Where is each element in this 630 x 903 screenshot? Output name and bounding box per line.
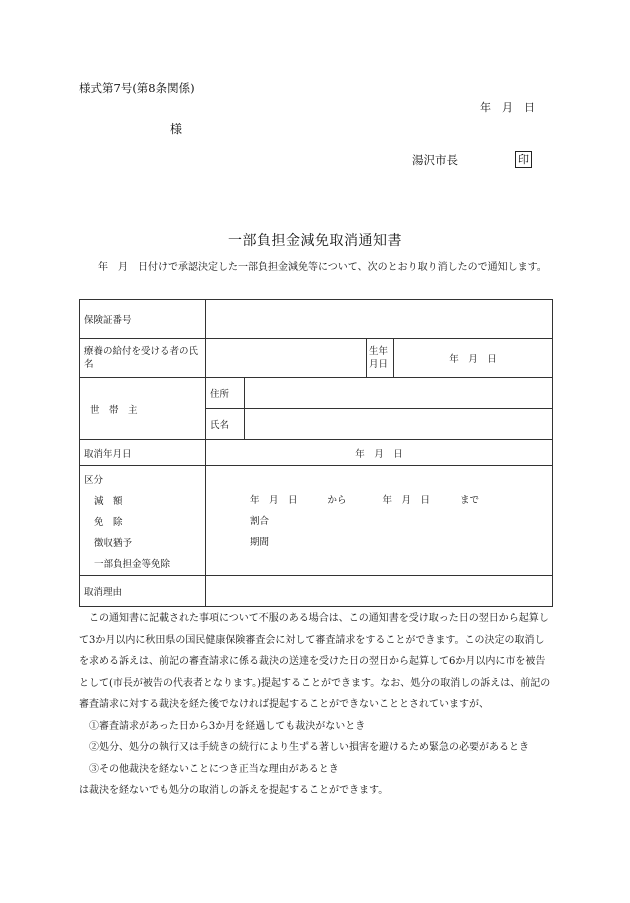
cancel-date-label: 取消年月日 <box>80 440 206 466</box>
recipient-label: 療養の給付を受ける者の氏名 <box>80 339 206 378</box>
notes-item-1: ①審査請求があった日から3か月を経過しても裁決がないとき <box>89 720 366 732</box>
row-reason <box>80 576 553 607</box>
insurance-number-label: 保険証番号 <box>80 300 206 339</box>
period-start[interactable]: 年 月 日 <box>250 495 298 506</box>
seal-mark: 印 <box>515 151 532 168</box>
cancel-date-field[interactable]: 年 月 日 <box>206 440 553 466</box>
notes-item-3: ③その他裁決を経ないことにつき正当な理由があるとき <box>89 763 339 775</box>
insurance-number-field[interactable] <box>206 300 553 339</box>
category-label: 区分 <box>84 475 104 486</box>
period-row <box>250 490 548 511</box>
notes-item-2: ②処分、処分の執行又は手続きの続行により生ずる著しい損害を避けるため緊急の必要があるとき <box>89 742 529 753</box>
row-recipient <box>80 339 553 378</box>
document-title: 一部負担金減免取消通知書 <box>228 233 402 249</box>
category-exemption[interactable]: 免 除 <box>94 517 123 528</box>
birth-date-field[interactable]: 年 月 日 <box>394 339 553 378</box>
category-copay-exemption[interactable]: 一部負担金等免除 <box>94 559 171 570</box>
issuer-name: 湯沢市長 <box>412 153 458 167</box>
notice-form-table <box>79 299 553 607</box>
address-label: 住所 <box>206 378 245 409</box>
row-insurance-number <box>80 300 553 339</box>
row-householder-address <box>80 378 553 409</box>
recipient-name-field[interactable] <box>206 339 367 378</box>
reason-field[interactable] <box>206 576 553 607</box>
row-cancel-date <box>80 440 553 466</box>
issue-date: 年 月 日 <box>480 101 535 114</box>
birth-label: 生年月日 <box>367 339 394 378</box>
period-until: まで <box>460 495 480 506</box>
intro-text: 年 月 日付けで承認決定した一部負担金減免等について、次のとおり取り消したので通知します。 <box>98 262 547 273</box>
form-number: 様式第7号(第8条関係) <box>79 81 195 95</box>
period-end[interactable]: 年 月 日 <box>382 495 431 506</box>
notes-section <box>79 608 552 802</box>
category-reduction[interactable]: 減 額 <box>94 496 123 507</box>
reason-label: 取消理由 <box>80 576 206 607</box>
name-label: 氏名 <box>206 409 245 440</box>
address-field[interactable] <box>245 378 553 409</box>
addressee-suffix: 様 <box>170 122 183 136</box>
category-deferral[interactable]: 徴収猶予 <box>94 538 133 549</box>
category-list <box>80 466 206 576</box>
category-details <box>206 466 553 576</box>
term-label: 期間 <box>250 537 270 548</box>
period-from: から <box>327 495 347 506</box>
row-category <box>80 466 553 576</box>
householder-name-field[interactable] <box>245 409 553 440</box>
notes-paragraph: この通知書に記載された事項について不服のある場合は、この通知書を受け取った日の翌日から起算して3か月以内に秋田県の国民健康保険審査会に対して審査請求をすることができます。この決定の取消しを求める訴えは、前記の審査請求に係る裁決の送達を受けた日の翌日から起算して6か月以内に市を被告として(市長が被告の代表者となります。)提起することができます。なお、処分の取消しの訴えは、前記の審査請求に対する裁決を経た後でなければ提起することができないこととされていますが、 <box>79 613 551 710</box>
ratio-label: 割合 <box>250 516 270 527</box>
householder-label: 世 帯 主 <box>80 378 206 440</box>
notes-closing: は裁決を経ないでも処分の取消しの訴えを提起することができます。 <box>79 785 389 796</box>
